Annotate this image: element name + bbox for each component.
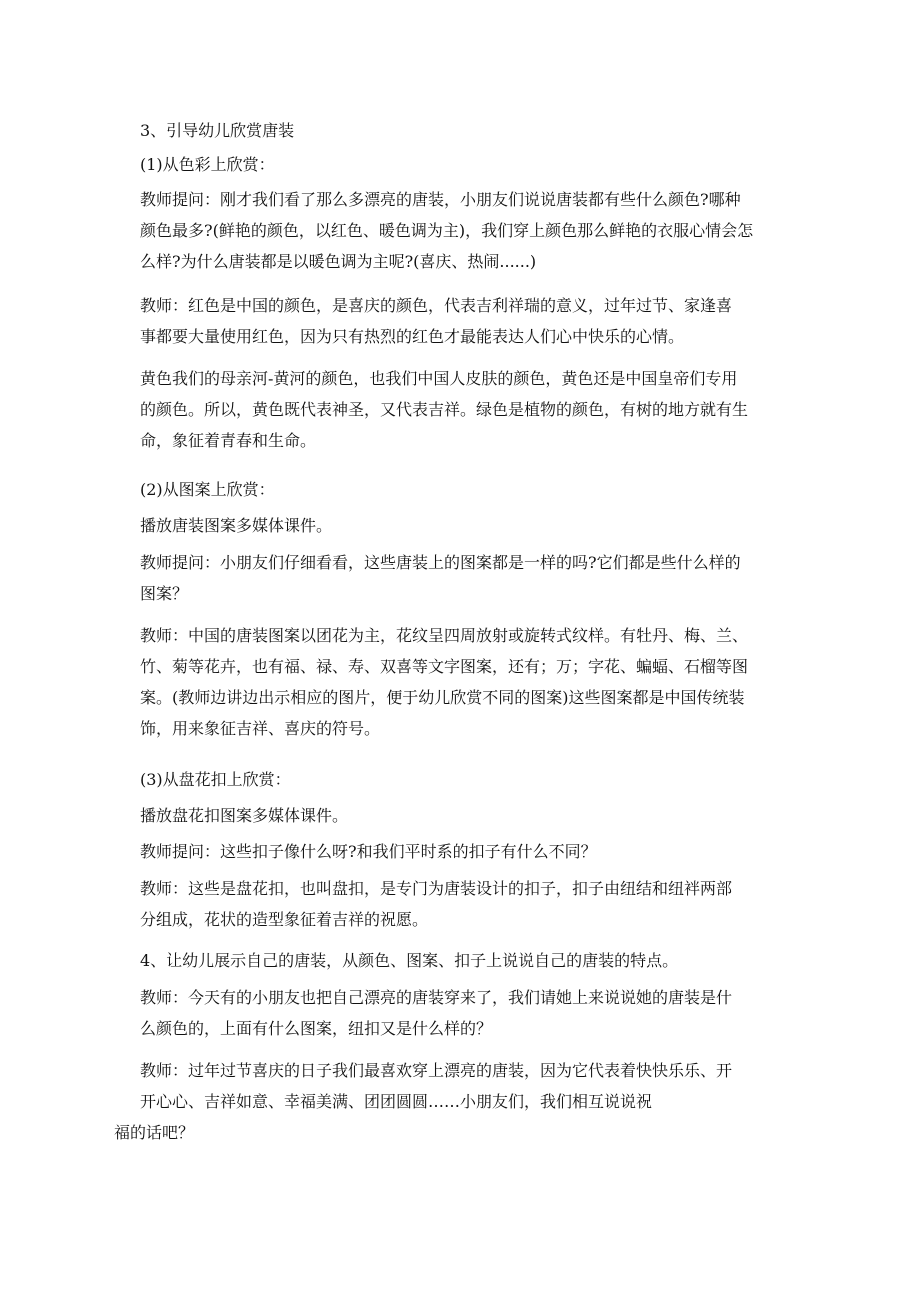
paragraph-play-pattern-courseware [140,510,790,541]
text-line: 教师：今天有的小朋友也把自己漂亮的唐装穿来了，我们请她上来说说她的唐装是什 [140,988,733,1007]
subheading-pattern [140,474,790,505]
text-line: 么颜色的，上面有什么图案，纽扣又是什么样的？ [140,1019,493,1038]
text-line: 的颜色。所以，黄色既代表神圣，又代表吉祥。绿色是植物的颜色，有树的地方就有生 [140,400,749,419]
text-line: 颜色最多?(鲜艳的颜色，以红色、暖色调为主)，我们穿上颜色那么鲜艳的衣服心情会怎 [140,221,754,240]
text-line: (1)从色彩上欣赏： [140,155,275,174]
text-line: 播放唐装图案多媒体课件。 [140,516,333,535]
paragraph-show-costume [140,982,790,1044]
text-line: 教师：这些是盘花扣，也叫盘扣，是专门为唐装设计的扣子，扣子由纽结和纽袢两部 [140,879,733,898]
paragraph-button-explanation [140,873,790,935]
subheading-color [140,149,790,180]
text-line: (2)从图案上欣赏： [140,480,275,499]
text-line: 教师提问：刚才我们看了那么多漂亮的唐装，小朋友们说说唐装都有些什么颜色?哪种 [140,190,741,209]
heading-section-4 [140,945,790,976]
text-line: 开心心、吉祥如意、幸福美满、团团圆圆……小朋友们，我们相互说说祝 [140,1092,653,1111]
paragraph-red-color [140,290,790,352]
text-line: 饰，用来象征吉祥、喜庆的符号。 [140,719,381,738]
paragraph-play-button-courseware [140,800,790,831]
paragraph-teacher-question-button [140,836,790,867]
text-line: 教师：红色是中国的颜色，是喜庆的颜色，代表吉利祥瑞的意义，过年过节、家逢喜 [140,296,733,315]
heading-section-3 [140,115,790,146]
text-line: 4、让幼儿展示自己的唐装，从颜色、图案、扣子上说说自己的唐装的特点。 [140,951,679,970]
paragraph-blessing [114,1055,790,1148]
text-line: 福的话吧？ [114,1123,195,1142]
text-line: 分组成，花状的造型象征着吉祥的祝愿。 [140,910,429,929]
text-line: 竹、菊等花卉，也有福、禄、寿、双喜等文字图案，还有；万；字花、蝙蝠、石榴等图 [140,657,749,676]
text-line: 图案？ [140,584,189,603]
text-line: 命，象征着青春和生命。 [140,431,317,450]
text-line: 播放盘花扣图案多媒体课件。 [140,806,349,825]
text-line: 教师：过年过节喜庆的日子我们最喜欢穿上漂亮的唐装，因为它代表着快快乐乐、开 [140,1061,733,1080]
paragraph-pattern-explanation [140,620,790,744]
text-line: 事都要大量使用红色，因为只有热烈的红色才最能表达人们心中快乐的心情。 [140,327,685,346]
text-line: 黄色我们的母亲河-黄河的颜色，也我们中国人皮肤的颜色，黄色还是中国皇帝们专用 [140,369,738,388]
text-line: 案。(教师边讲边出示相应的图片，便于幼儿欣赏不同的图案)这些图案都是中国传统装 [140,688,745,707]
text-line: 么样?为什么唐装都是以暖色调为主呢?(喜庆、热闹......) [140,252,537,271]
paragraph-yellow-green-color [140,363,790,456]
text-line: 教师提问：这些扣子像什么呀?和我们平时系的扣子有什么不同？ [140,842,597,861]
text-line: 教师提问：小朋友们仔细看看，这些唐装上的图案都是一样的吗?它们都是些什么样的 [140,553,741,572]
text-line: (3)从盘花扣上欣赏： [140,770,291,789]
text-line: 教师：中国的唐装图案以团花为主，花纹呈四周放射或旋转式纹样。有牡丹、梅、兰、 [140,626,749,645]
subheading-button [140,764,790,795]
paragraph-teacher-question-color [140,184,790,277]
paragraph-teacher-question-pattern [140,547,790,609]
text-line: 3、引导幼儿欣赏唐装 [140,121,295,140]
